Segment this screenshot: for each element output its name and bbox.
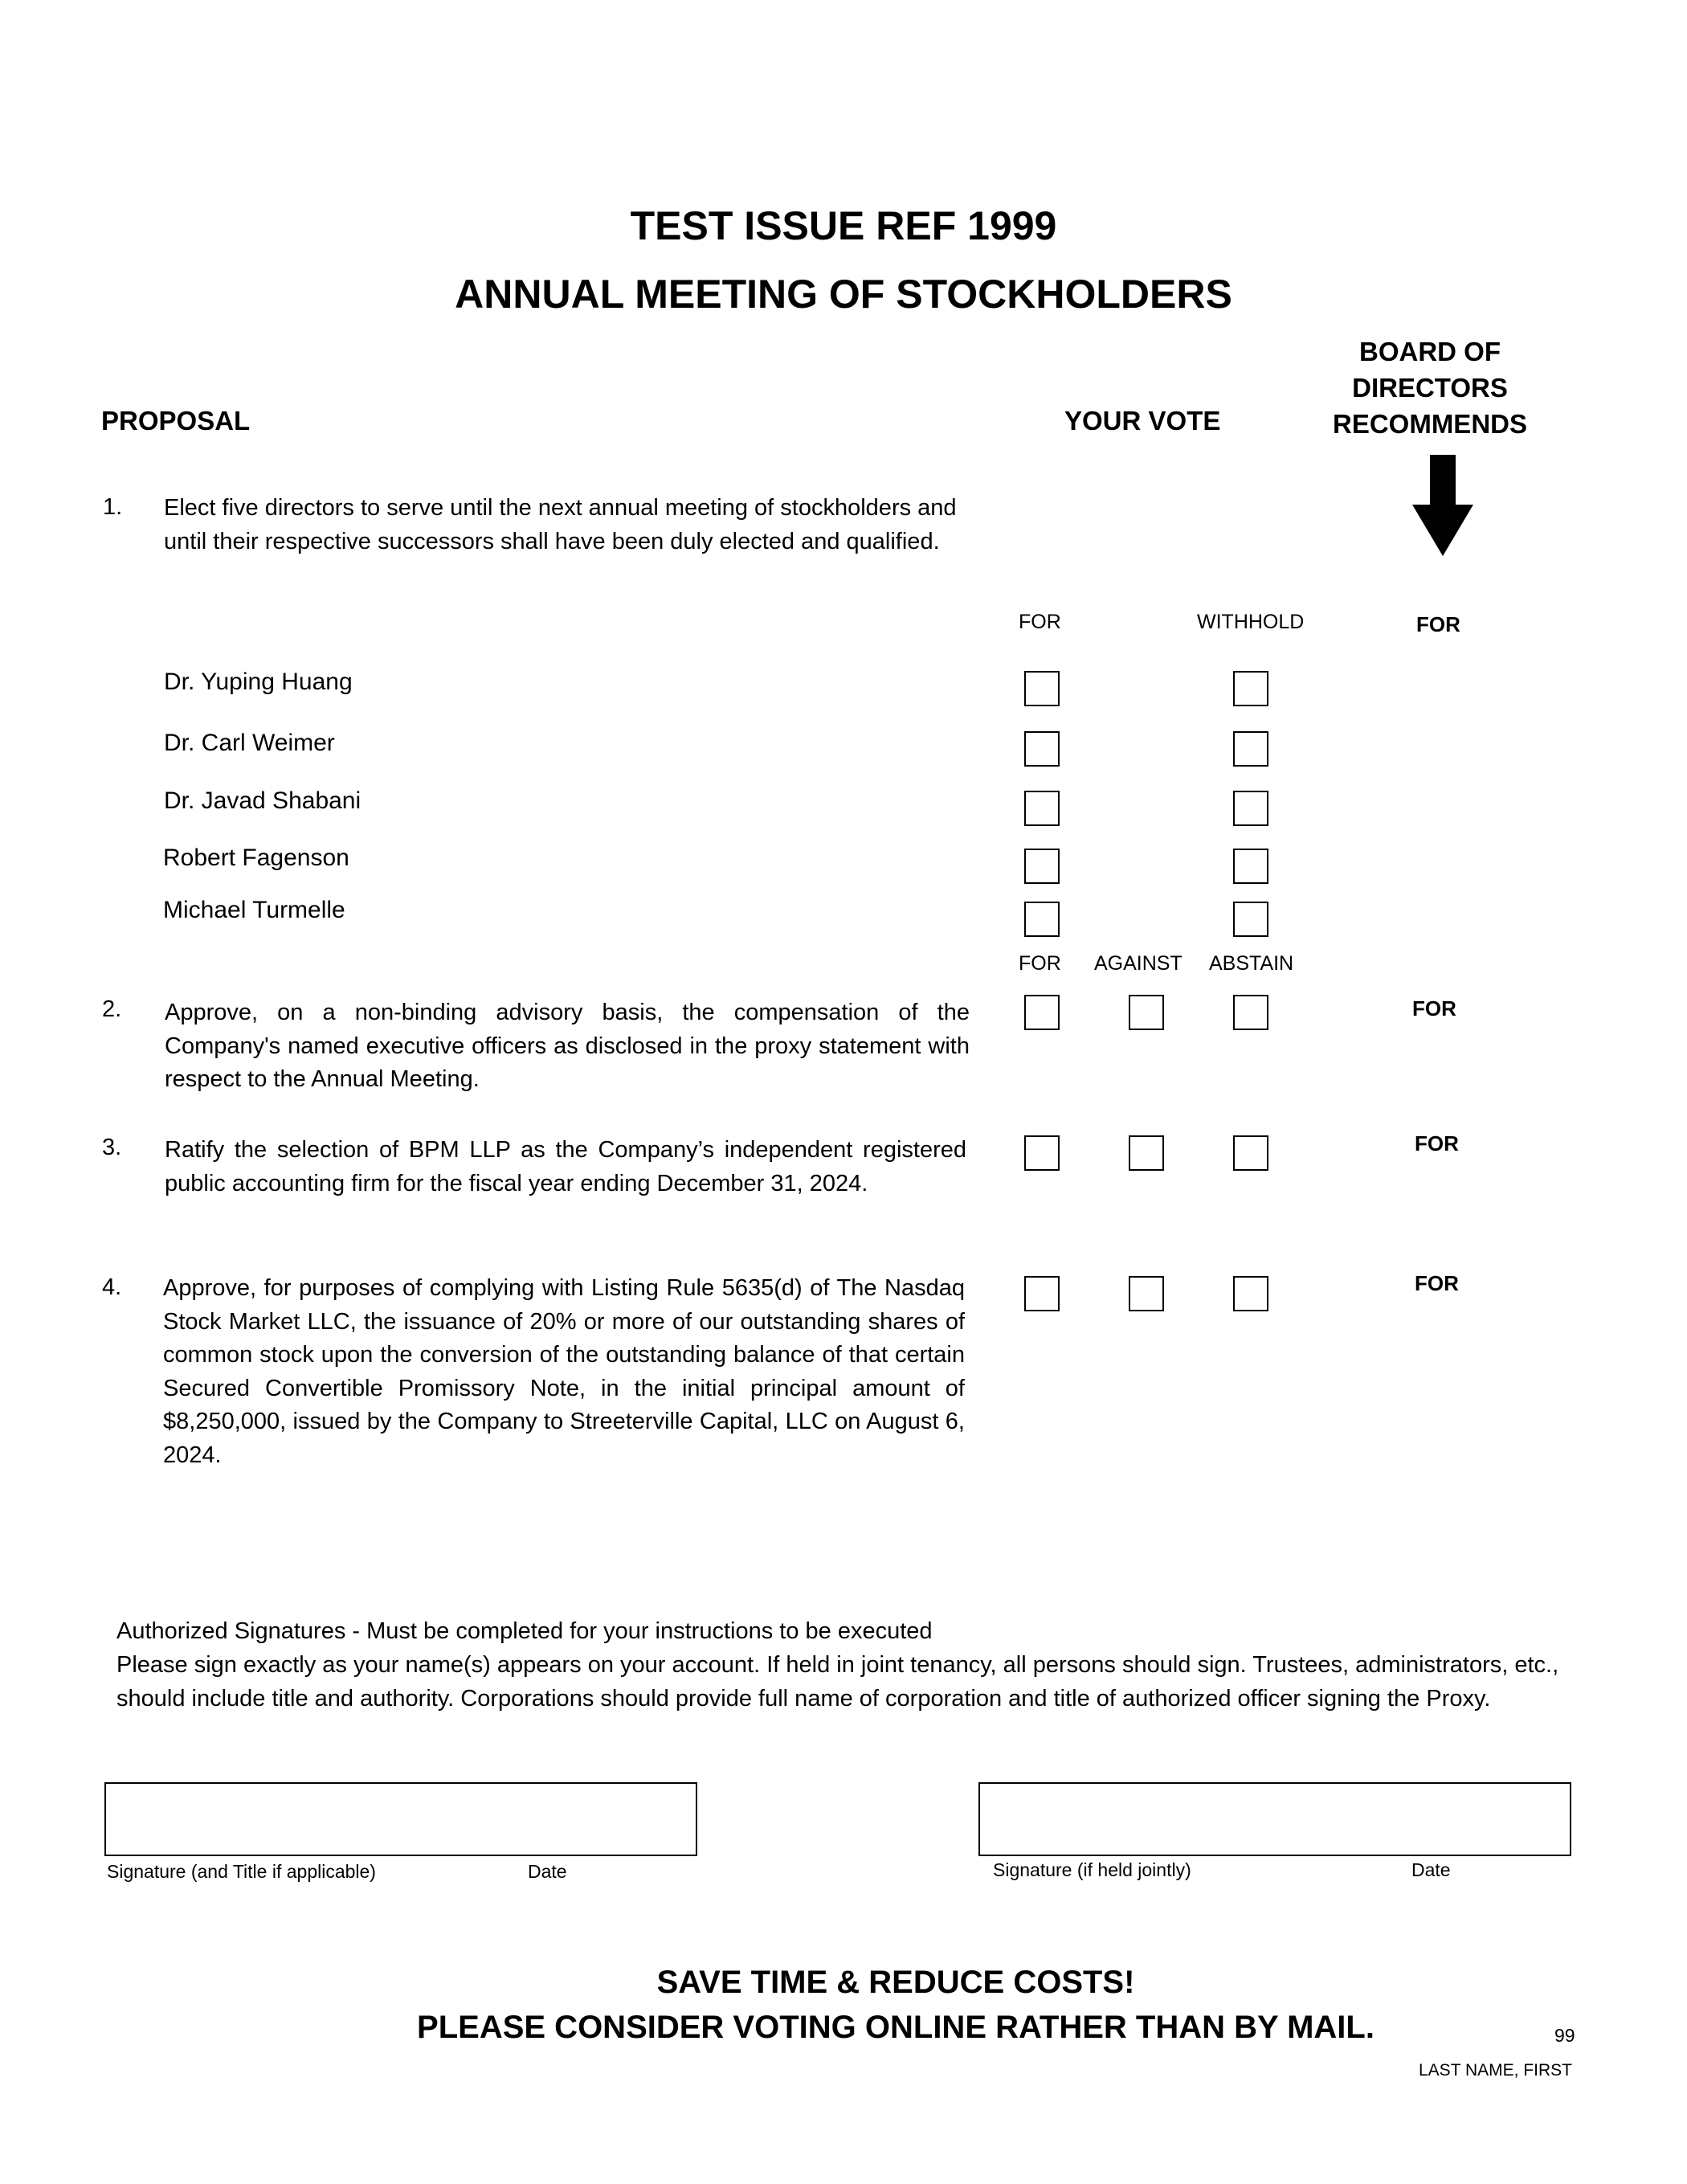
proposal-4-number: 4. <box>102 1274 122 1300</box>
name-placeholder: LAST NAME, FIRST <box>1419 2061 1572 2080</box>
proposal-3-text: Ratify the selection of BPM LLP as the Company’s independent registered public accounting firm for the fiscal year ending December 31, 2024. <box>165 1137 966 1196</box>
signature-instructions: Please sign exactly as your name(s) appears on your account. If held in joint tenancy, all persons should sign. Trustees, administrators, etc., should include title and authority. Corporations should provide full name of corporation and title of authorized officer signing the Proxy. <box>116 1652 1559 1712</box>
vote-for-label: FOR <box>1019 611 1061 633</box>
proposal-3-abstain-checkbox[interactable] <box>1233 1135 1268 1171</box>
board-header-line: RECOMMENDS <box>1332 409 1527 439</box>
nominee-3-for-checkbox[interactable] <box>1024 791 1060 826</box>
recommendation-4: FOR <box>1415 1271 1459 1295</box>
proposal-2-against-checkbox[interactable] <box>1129 995 1164 1030</box>
proposal-4-against-checkbox[interactable] <box>1129 1276 1164 1311</box>
proposal-3-number: 3. <box>102 1135 122 1160</box>
nominee-2-for-checkbox[interactable] <box>1024 731 1060 767</box>
proposal-header: PROPOSAL <box>101 406 251 436</box>
recommendation-1: FOR <box>1416 612 1460 636</box>
proposal-2-abstain-checkbox[interactable] <box>1233 995 1268 1030</box>
meeting-title: ANNUAL MEETING OF STOCKHOLDERS <box>455 272 1232 317</box>
nominee-1-withhold-checkbox[interactable] <box>1233 671 1268 706</box>
board-header-line: DIRECTORS <box>1352 373 1508 403</box>
proposal-4-abstain-checkbox[interactable] <box>1233 1276 1268 1311</box>
proposal-2-text: Approve, on a non-binding advisory basis, the compensation of the Company's named executive officers as disclosed in the proxy statement with respect to the Annual Meeting. <box>165 1000 970 1092</box>
nominee-name: Dr. Carl Weimer <box>164 730 335 756</box>
nominee-name: Dr. Javad Shabani <box>164 787 362 814</box>
signature-box-primary[interactable] <box>104 1782 697 1856</box>
nominee-3-withhold-checkbox[interactable] <box>1233 791 1268 826</box>
date-label: Date <box>528 1861 567 1882</box>
save-time-heading: SAVE TIME & REDUCE COSTS! <box>656 1965 1135 2000</box>
signature-box-joint[interactable] <box>978 1782 1571 1856</box>
proposal-3-against-checkbox[interactable] <box>1129 1135 1164 1171</box>
nominee-1-for-checkbox[interactable] <box>1024 671 1060 706</box>
nominee-name: Michael Turmelle <box>163 897 345 923</box>
proposal-2-for-checkbox[interactable] <box>1024 995 1060 1030</box>
proposal-1-text: Elect five directors to serve until the next annual meeting of stockholders and until their respective successors shall have been duly elected and qualified. <box>164 495 957 554</box>
signature-label: Signature (and Title if applicable) <box>107 1861 376 1882</box>
board-recommends-header <box>1309 333 1550 442</box>
proposal-1-number: 1. <box>103 494 123 520</box>
down-arrow-icon <box>1412 455 1473 556</box>
nominee-5-for-checkbox[interactable] <box>1024 902 1060 937</box>
proposal-2-number: 2. <box>102 996 122 1022</box>
recommendation-2: FOR <box>1412 996 1456 1020</box>
signatures-heading: Authorized Signatures - Must be completed for your instructions to be executed <box>116 1618 933 1644</box>
vote-for-label: FOR <box>1019 952 1061 975</box>
nominee-name: Dr. Yuping Huang <box>164 669 353 695</box>
vote-against-label: AGAINST <box>1094 952 1183 975</box>
vote-abstain-label: ABSTAIN <box>1209 952 1294 975</box>
proposal-4-for-checkbox[interactable] <box>1024 1276 1060 1311</box>
proposal-3-for-checkbox[interactable] <box>1024 1135 1060 1171</box>
your-vote-header: YOUR VOTE <box>1064 406 1221 436</box>
date-label: Date <box>1411 1859 1451 1880</box>
nominee-name: Robert Fagenson <box>163 845 349 871</box>
recommendation-3: FOR <box>1415 1131 1459 1155</box>
joint-signature-label: Signature (if held jointly) <box>993 1859 1191 1880</box>
nominee-4-withhold-checkbox[interactable] <box>1233 849 1268 884</box>
nominee-4-for-checkbox[interactable] <box>1024 849 1060 884</box>
nominee-5-withhold-checkbox[interactable] <box>1233 902 1268 937</box>
nominee-2-withhold-checkbox[interactable] <box>1233 731 1268 767</box>
board-header-line: BOARD OF <box>1359 337 1501 366</box>
document-title: TEST ISSUE REF 1999 <box>630 203 1057 248</box>
vote-withhold-label: WITHHOLD <box>1197 611 1305 633</box>
page-number: 99 <box>1554 2025 1575 2046</box>
proposal-4-text: Approve, for purposes of complying with Listing Rule 5635(d) of The Nasdaq Stock Market LLC, the issuance of 20% or more of our outstanding shares of common stock upon the conversion of the outstanding balance of that certain Secured Convertible Promissory Note, in the initial principal amount of $8,250,000, issued by the Company to Streeterville Capital, LLC on August 6, 2024. <box>163 1275 965 1468</box>
vote-online-heading: PLEASE CONSIDER VOTING ONLINE RATHER THAN BY MAIL. <box>417 2010 1375 2045</box>
